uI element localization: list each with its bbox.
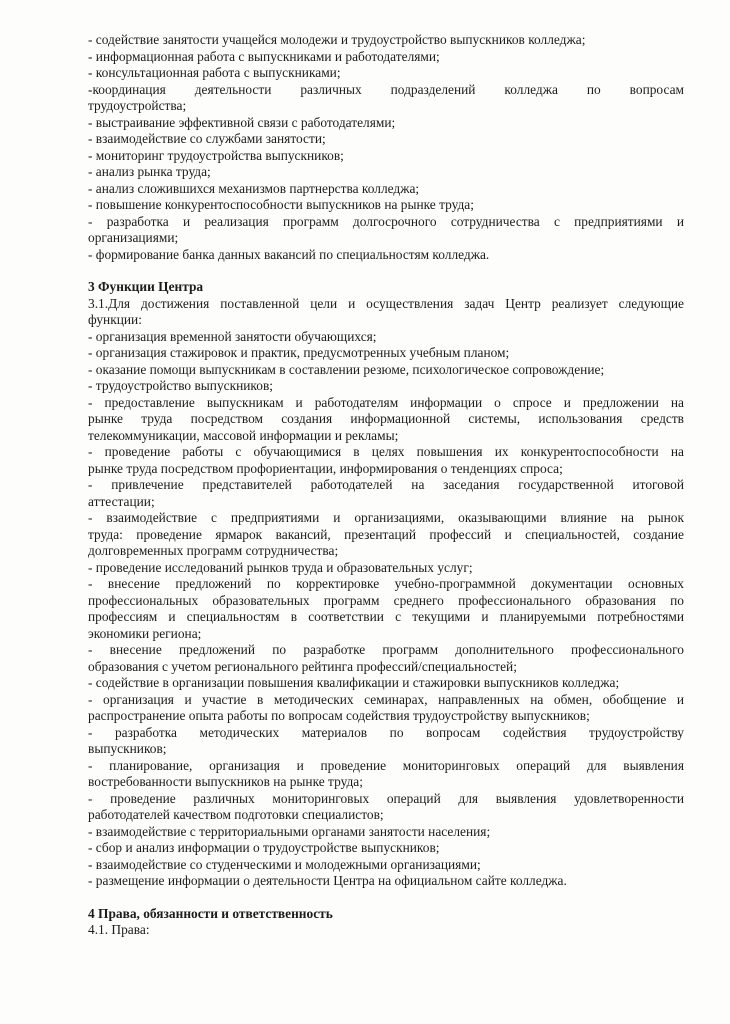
text-line: - оказание помощи выпускникам в составлении резюме, психологическое сопровождение;: [88, 361, 605, 377]
paragraph-spacer: [88, 890, 684, 906]
text-line: долговременных программ сотрудничества;: [88, 543, 339, 558]
text-line: - содействие занятости учащейся молодежи и трудоустройство выпускников колледжа;: [88, 32, 586, 47]
text-line: - предоставление выпускникам и работодателям информации о спросе и предложении на: [88, 394, 684, 410]
paragraph-spacer: [88, 263, 684, 279]
document-body: [88, 32, 684, 939]
text-line: - информационная работа с выпускниками и работодателями;: [88, 48, 440, 64]
text-line: - анализ рынка труда;: [88, 164, 211, 179]
text-line: 4.1. Права:: [88, 922, 150, 937]
text-line: востребованности выпускников на рынке труда;: [88, 774, 363, 789]
text-line: - мониторинг трудоустройства выпускников;: [88, 147, 344, 163]
text-line: - разработка и реализация программ долгосрочного сотрудничества с предприятиями и: [88, 213, 684, 229]
text-line: - разработка методических материалов по вопросам содействия трудоустройству: [88, 724, 684, 740]
text-line: - внесение предложений по корректировке учебно-программной документации основных: [88, 576, 684, 591]
text-line: работодателей качеством подготовки специалистов;: [88, 807, 384, 822]
text-line: - консультационная работа с выпускниками;: [88, 65, 341, 80]
text-line: организациями;: [88, 230, 179, 245]
text-line: - проведение работы с обучающимися в целях повышения их конкурентоспособности на: [88, 444, 684, 459]
text-line: - взаимодействие с предприятиями и организациями, оказывающими влияние на рынок: [88, 510, 684, 525]
section-heading: 3 Функции Центра: [88, 279, 204, 294]
text-line: - организация временной занятости обучающихся;: [88, 328, 377, 344]
text-line: - проведение различных мониторинговых операций для выявления удовлетворенности: [88, 790, 684, 806]
text-line: - выстраивание эффективной связи с работодателями;: [88, 114, 396, 130]
text-line: экономики региона;: [88, 625, 202, 641]
text-line: - сбор и анализ информации о трудоустройстве выпускников;: [88, 840, 440, 855]
text-line: рынке труда посредством профориентации, информирования о тенденциях спроса;: [88, 460, 563, 476]
text-line: - взаимодействие со службами занятости;: [88, 131, 326, 146]
text-line: трудоустройства;: [88, 98, 187, 113]
text-line: - анализ сложившихся механизмов партнерства колледжа;: [88, 180, 420, 196]
text-line: выпускников;: [88, 741, 167, 756]
text-line: 3.1.Для достижения поставленной цели и осуществления задач Центр реализует следующие: [88, 295, 684, 311]
text-line: - организация и участие в методических семинарах, направленных на обмен, обобщение и: [88, 691, 684, 707]
text-line: - организация стажировок и практик, предусмотренных учебным планом;: [88, 345, 510, 360]
text-line: аттестации;: [88, 493, 155, 509]
text-line: - трудоустройство выпускников;: [88, 378, 273, 393]
section-heading: 4 Права, обязанности и ответственность: [88, 905, 333, 921]
text-line: - взаимодействие с территориальными органами занятости населения;: [88, 823, 491, 839]
text-line: - содействие в организации повышения квалификации и стажировки выпускников колледжа;: [88, 675, 620, 690]
text-line: распространение опыта работы по вопросам содействия трудоустройству выпускников;: [88, 708, 590, 723]
text-line: - формирование банка данных вакансий по специальностям колледжа.: [88, 246, 490, 262]
text-line: рынке труда посредством создания информационной системы, использования средств: [88, 411, 684, 426]
text-line: профессиям и специальностям в соответствии с текущими и планируемыми потребностями: [88, 609, 684, 624]
text-line: - внесение предложений по разработке программ дополнительного профессионального: [88, 642, 684, 657]
text-line: - проведение исследований рынков труда и образовательных услуг;: [88, 559, 473, 575]
text-line: труда: проведение ярмарок вакансий, презентаций профессий и специальностей, создание: [88, 526, 684, 542]
text-line: - планирование, организация и проведение мониторинговых операций для выявления: [88, 757, 684, 773]
text-line: - привлечение представителей работодателей на заседания государственной итоговой: [88, 477, 684, 492]
text-line: - взаимодействие со студенческими и молодежными организациями;: [88, 856, 481, 872]
text-line: образования с учетом регионального рейтинга профессий/специальностей;: [88, 658, 517, 674]
text-line: -координация деятельности различных подразделений колледжа по вопросам: [88, 81, 684, 97]
text-line: профессиональных образовательных программ среднего профессионального образования по: [88, 592, 684, 608]
text-line: - размещение информации о деятельности Центра на официальном сайте колледжа.: [88, 873, 567, 888]
text-line: функции:: [88, 312, 142, 327]
text-line: телекоммуникации, массовой информации и рекламы;: [88, 427, 399, 443]
text-line: - повышение конкурентоспособности выпускников на рынке труда;: [88, 197, 474, 212]
